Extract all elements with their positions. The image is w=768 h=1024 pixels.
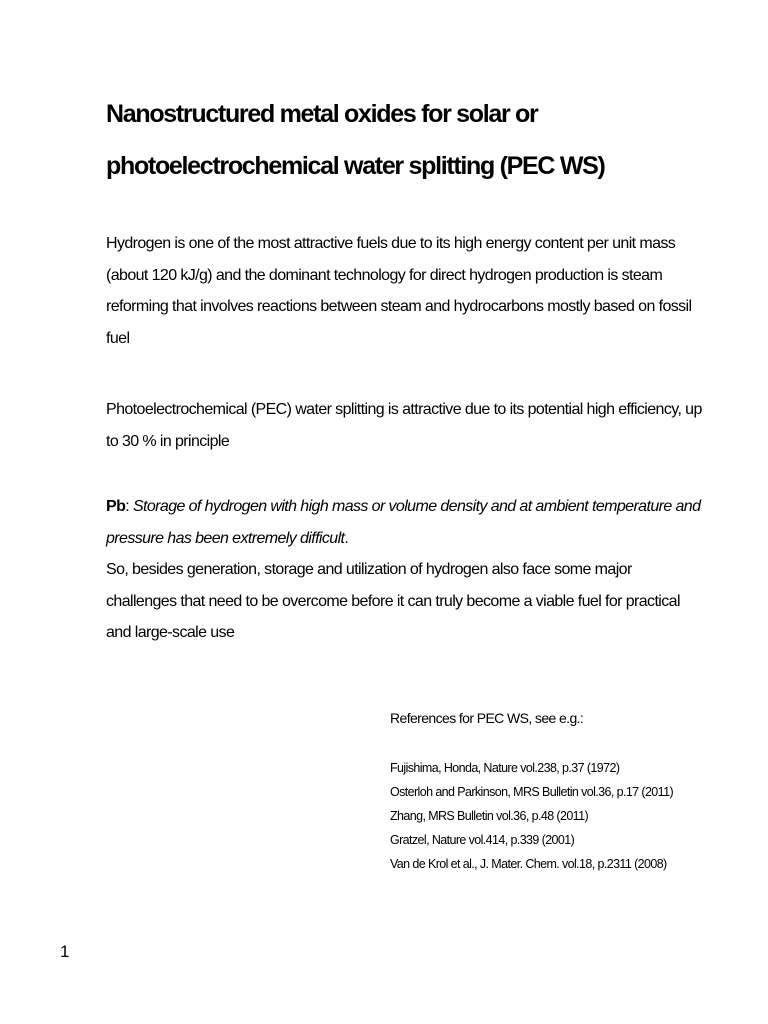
references-section bbox=[390, 706, 690, 876]
reference-item: Gratzel, Nature vol.414, p.339 (2001) bbox=[390, 833, 575, 847]
problem-label: Pb bbox=[106, 498, 126, 515]
reference-item: Van de Krol et al., J. Mater. Chem. vol.18, p.2311 (2008) bbox=[390, 857, 667, 871]
problem-followup: So, besides generation, storage and utilization of hydrogen also face some major challenges that need to be overcome before it can truly become a viable fuel for practical and large-scale use bbox=[106, 561, 680, 641]
problem-end-punctuation: . bbox=[344, 529, 349, 547]
problem-statement: Storage of hydrogen with high mass or volume density and at ambient temperature and pressure has been extremely difficult bbox=[106, 498, 701, 547]
problem-separator: : bbox=[125, 498, 133, 515]
slide-title: Nanostructured metal oxides for solar or photoelectrochemical water splitting (PEC WS) bbox=[106, 100, 605, 180]
pec-paragraph: Photoelectrochemical (PEC) water splitting is attractive due to its potential high efficiency, up to 30 % in principle bbox=[106, 401, 702, 450]
references-list bbox=[390, 756, 690, 876]
page-number: 1 bbox=[60, 942, 70, 961]
problem-block bbox=[106, 491, 706, 649]
references-heading: References for PEC WS, see e.g.: bbox=[390, 710, 584, 726]
reference-item: Zhang, MRS Bulletin vol.36, p.48 (2011) bbox=[390, 809, 589, 823]
reference-item: Osterloh and Parkinson, MRS Bulletin vol.36, p.17 (2011) bbox=[390, 785, 674, 799]
hydrogen-paragraph: Hydrogen is one of the most attractive fuels due to its high energy content per unit mass (about 120 kJ/g) and the dominant technology for direct hydrogen production is steam reforming that involves reactions between steam and hydrocarbons mostly based on fossil fuel bbox=[106, 235, 692, 347]
reference-item: Fujishima, Honda, Nature vol.238, p.37 (1972) bbox=[390, 761, 620, 775]
